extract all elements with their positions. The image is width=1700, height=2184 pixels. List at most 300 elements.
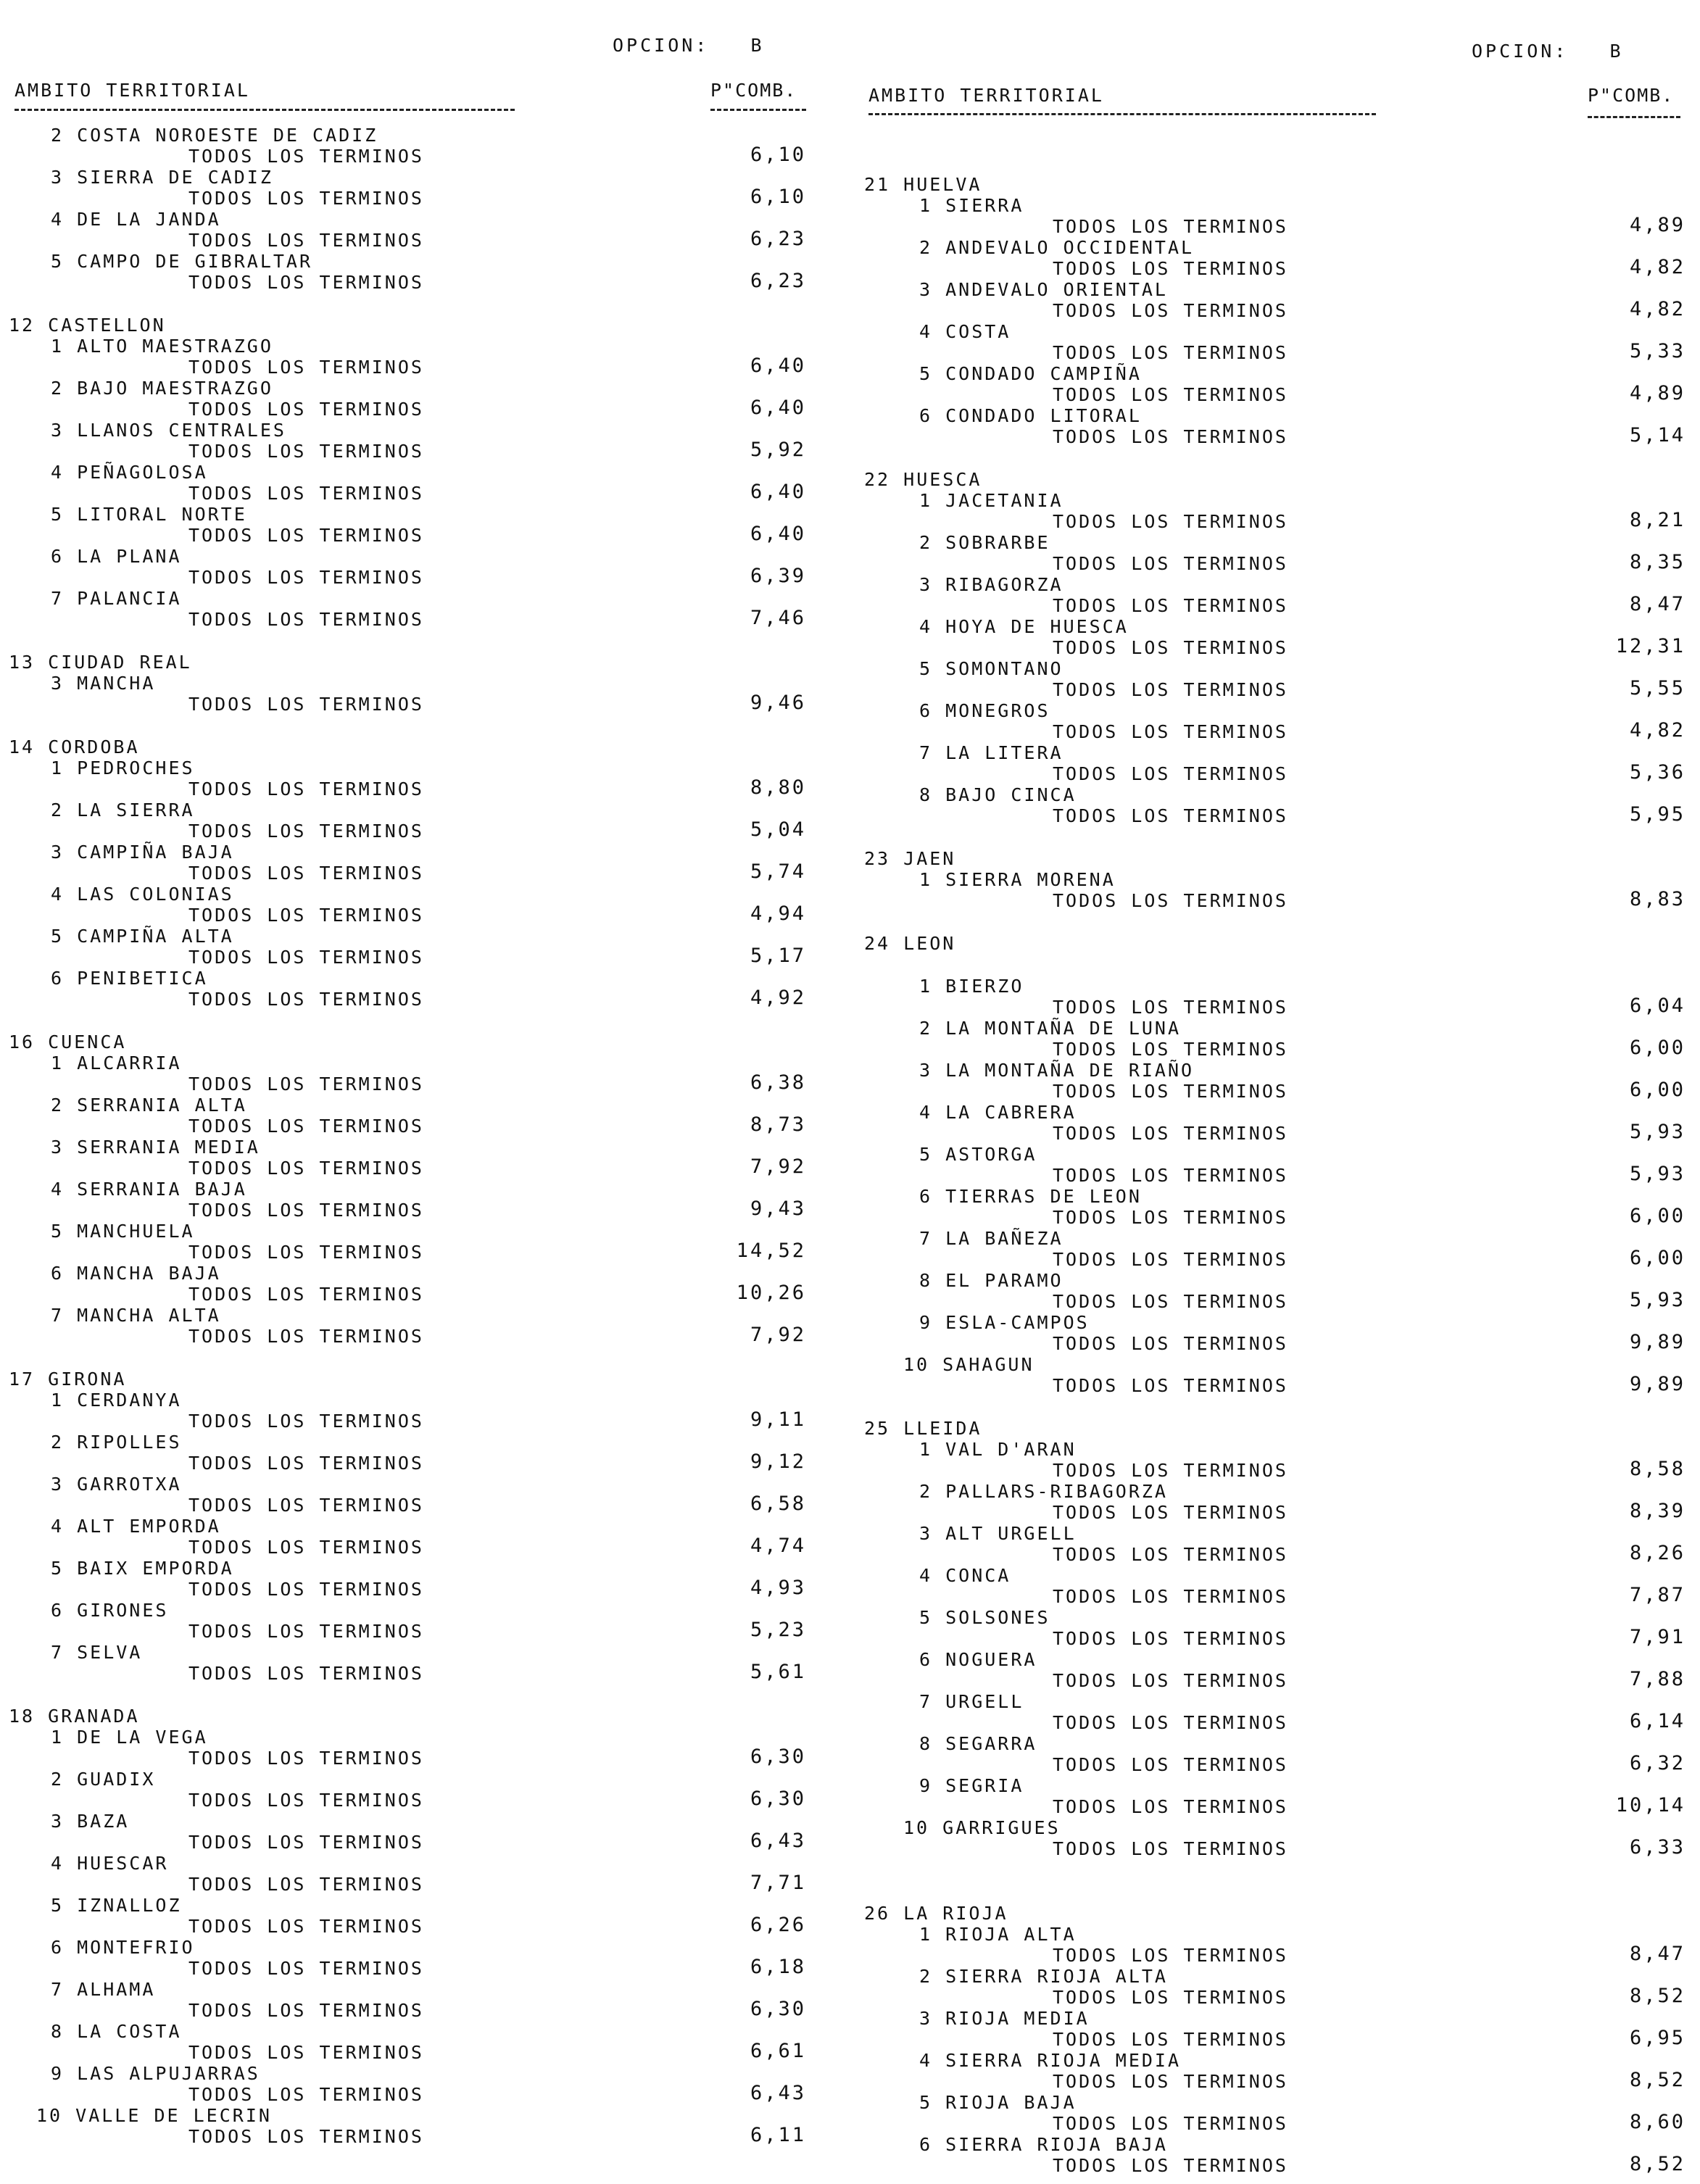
pcomb-value: 6,00 <box>1629 1205 1686 1227</box>
pcomb-value: 6,43 <box>750 1830 806 1852</box>
pcomb-value: 7,71 <box>750 1872 806 1894</box>
terms-row <box>855 1628 1700 1649</box>
terms-row <box>0 567 841 588</box>
zone-name: 2 LA SIERRA <box>51 800 195 821</box>
opcion-header <box>613 35 765 56</box>
pcomb-value: 8,73 <box>750 1113 806 1136</box>
pcomb-value: 9,89 <box>1629 1331 1686 1353</box>
pcomb-value: 5,95 <box>1629 803 1686 826</box>
pcomb-value: 8,47 <box>1629 593 1686 615</box>
zone-name: 3 RIOJA MEDIA <box>919 2008 1090 2029</box>
zone-row <box>0 588 841 609</box>
pcomb-value: 6,00 <box>1629 1079 1686 1101</box>
zone-name: 10 SAHAGUN <box>903 1354 1034 1375</box>
terms-label: TODOS LOS TERMINOS <box>188 609 424 630</box>
pcomb-value: 4,82 <box>1629 256 1686 278</box>
province-row <box>0 315 841 336</box>
terms-row <box>855 1249 1700 1270</box>
province-name: 23 JAEN <box>864 848 956 869</box>
terms-row <box>855 1945 1700 1966</box>
zone-row <box>855 784 1700 805</box>
terms-label: TODOS LOS TERMINOS <box>188 1958 424 1979</box>
pcomb-value: 8,39 <box>1629 1500 1686 1522</box>
pcomb-value: 5,14 <box>1629 424 1686 447</box>
pcomb-value: 5,92 <box>750 439 806 461</box>
zone-name: 1 CERDANYA <box>51 1390 182 1411</box>
terms-label: TODOS LOS TERMINOS <box>1053 1712 1288 1733</box>
terms-label: TODOS LOS TERMINOS <box>188 1621 424 1642</box>
terms-row <box>0 860 841 884</box>
zone-name: 7 MANCHA ALTA <box>51 1305 221 1326</box>
terms-row <box>0 1916 841 1937</box>
zone-row <box>0 378 841 399</box>
terms-label: TODOS LOS TERMINOS <box>1053 1333 1288 1354</box>
pcomb-value: 6,30 <box>750 1745 806 1768</box>
zone-name: 3 ALT URGELL <box>919 1523 1077 1544</box>
zone-row <box>0 504 841 525</box>
zone-row <box>0 968 841 989</box>
terms-row <box>855 2155 1700 2176</box>
spacer <box>855 1859 1700 1881</box>
pcomb-header: P"COMB. <box>1588 85 1675 106</box>
terms-row <box>0 1790 841 1811</box>
terms-label: TODOS LOS TERMINOS <box>188 1411 424 1432</box>
pcomb-value: 6,30 <box>750 1998 806 2020</box>
pcomb-value: 6,39 <box>750 565 806 587</box>
terms-label: TODOS LOS TERMINOS <box>188 1663 424 1684</box>
province-name: 17 GIRONA <box>9 1369 127 1390</box>
zone-name: 2 COSTA NOROESTE DE CADIZ <box>51 125 378 146</box>
terms-row <box>855 1754 1700 1775</box>
terms-label: TODOS LOS TERMINOS <box>188 1790 424 1811</box>
spacer <box>0 1684 841 1706</box>
zone-name: 1 SIERRA <box>919 195 1024 216</box>
terms-label: TODOS LOS TERMINOS <box>188 1832 424 1853</box>
zone-name: 4 PEÑAGOLOSA <box>51 462 208 483</box>
left-rows <box>0 125 841 2147</box>
terms-label: TODOS LOS TERMINOS <box>188 441 424 462</box>
pcomb-value: 6,43 <box>750 2082 806 2104</box>
terms-label: TODOS LOS TERMINOS <box>1053 1039 1288 1060</box>
terms-label: TODOS LOS TERMINOS <box>1053 1796 1288 1817</box>
terms-label: TODOS LOS TERMINOS <box>1053 1291 1288 1312</box>
opcion-value: B <box>750 35 765 56</box>
terms-label: TODOS LOS TERMINOS <box>188 357 424 378</box>
pcomb-value: 5,17 <box>750 944 806 967</box>
spacer <box>855 447 1700 469</box>
zone-name: 5 BAIX EMPORDA <box>51 1558 234 1579</box>
zone-row <box>0 1558 841 1579</box>
terms-label: TODOS LOS TERMINOS <box>188 1200 424 1221</box>
zone-row <box>855 1691 1700 1712</box>
terms-row <box>855 1712 1700 1733</box>
pcomb-value: 14,52 <box>736 1240 806 1262</box>
zone-name: 8 BAJO CINCA <box>919 784 1077 805</box>
pcomb-value: 6,11 <box>750 2124 806 2146</box>
terms-row <box>0 1155 841 1179</box>
zone-name: 1 JACETANIA <box>919 490 1063 511</box>
pcomb-value: 8,26 <box>1629 1542 1686 1564</box>
province-row <box>855 174 1700 195</box>
terms-row <box>855 1544 1700 1565</box>
ambito-header: AMBITO TERRITORIAL <box>868 85 1104 106</box>
terms-row <box>0 1113 841 1137</box>
pcomb-underline <box>710 109 806 111</box>
terms-label: TODOS LOS TERMINOS <box>188 989 424 1010</box>
zone-row <box>0 167 841 188</box>
zone-name: 7 LA BAÑEZA <box>919 1228 1063 1249</box>
zone-row <box>855 1649 1700 1670</box>
terms-row <box>0 1621 841 1642</box>
terms-row <box>855 216 1700 237</box>
terms-label: TODOS LOS TERMINOS <box>1053 1628 1288 1649</box>
terms-row <box>0 902 841 926</box>
pcomb-value: 5,93 <box>1629 1163 1686 1185</box>
terms-row <box>855 2071 1700 2092</box>
pcomb-value: 10,26 <box>736 1282 806 1304</box>
zone-row <box>855 1144 1700 1165</box>
terms-row <box>0 483 841 504</box>
zone-name: 2 SERRANIA ALTA <box>51 1095 247 1116</box>
zone-name: 2 SIERRA RIOJA ALTA <box>919 1966 1168 1987</box>
terms-row <box>0 1492 841 1516</box>
zone-name: 5 SOMONTANO <box>919 658 1063 679</box>
pcomb-value: 6,00 <box>1629 1037 1686 1059</box>
zone-row <box>855 1481 1700 1502</box>
zone-name: 2 PALLARS-RIBAGORZA <box>919 1481 1168 1502</box>
province-row <box>855 933 1700 954</box>
spacer <box>0 1010 841 1031</box>
zone-name: 6 LA PLANA <box>51 546 182 567</box>
pcomb-value: 5,55 <box>1629 677 1686 699</box>
terms-row <box>0 989 841 1010</box>
zone-name: 6 MONEGROS <box>919 700 1050 721</box>
terms-label: TODOS LOS TERMINOS <box>188 821 424 842</box>
opcion-label: OPCION: <box>613 35 710 56</box>
zone-name: 6 TIERRAS DE LEON <box>919 1186 1142 1207</box>
terms-label: TODOS LOS TERMINOS <box>1053 1502 1288 1523</box>
terms-row <box>0 396 841 420</box>
terms-row <box>855 2029 1700 2050</box>
terms-label: TODOS LOS TERMINOS <box>188 1495 424 1516</box>
terms-row <box>0 609 841 630</box>
zone-row <box>855 1924 1700 1945</box>
zone-name: 7 ALHAMA <box>51 1979 156 2000</box>
zone-name: 8 EL PARAMO <box>919 1270 1063 1291</box>
terms-row <box>0 2042 841 2063</box>
zone-name: 2 ANDEVALO OCCIDENTAL <box>919 237 1195 258</box>
zone-row <box>0 125 841 146</box>
zone-row <box>855 700 1700 721</box>
province-row <box>855 469 1700 490</box>
zone-row <box>0 1642 841 1663</box>
ambito-underline <box>868 113 1376 115</box>
pcomb-value: 6,40 <box>750 523 806 545</box>
terms-row <box>855 1333 1700 1354</box>
zone-name: 4 LA CABRERA <box>919 1102 1077 1123</box>
terms-label: TODOS LOS TERMINOS <box>188 778 424 800</box>
pcomb-value: 5,33 <box>1629 340 1686 362</box>
pcomb-value: 4,74 <box>750 1535 806 1557</box>
terms-row <box>855 384 1700 405</box>
terms-row <box>0 525 841 546</box>
spacer <box>0 630 841 652</box>
terms-label: TODOS LOS TERMINOS <box>1053 1123 1288 1144</box>
terms-label: TODOS LOS TERMINOS <box>1053 679 1288 700</box>
pcomb-value: 8,83 <box>1629 888 1686 910</box>
terms-row <box>855 763 1700 784</box>
province-row <box>0 652 841 673</box>
terms-label: TODOS LOS TERMINOS <box>1053 1754 1288 1775</box>
terms-row <box>855 1123 1700 1144</box>
zone-row <box>855 742 1700 763</box>
terms-row <box>855 426 1700 447</box>
zone-row <box>855 1523 1700 1544</box>
zone-row <box>855 1060 1700 1081</box>
zone-row <box>855 1775 1700 1796</box>
terms-label: TODOS LOS TERMINOS <box>1053 1165 1288 1186</box>
zone-name: 7 LA LITERA <box>919 742 1063 763</box>
terms-row <box>0 694 841 715</box>
zone-row <box>0 1305 841 1326</box>
terms-label: TODOS LOS TERMINOS <box>1053 637 1288 658</box>
pcomb-value: 6,04 <box>1629 995 1686 1017</box>
terms-row <box>0 2084 841 2105</box>
zone-name: 9 LAS ALPUJARRAS <box>51 2063 260 2084</box>
terms-label: TODOS LOS TERMINOS <box>188 188 424 209</box>
province-name: 12 CASTELLON <box>9 315 166 336</box>
terms-row <box>855 679 1700 700</box>
zone-row <box>855 2092 1700 2113</box>
zone-row <box>855 616 1700 637</box>
pcomb-underline <box>1588 116 1680 118</box>
zone-name: 5 CAMPIÑA ALTA <box>51 926 234 947</box>
pcomb-value: 8,52 <box>1629 1985 1686 2007</box>
zone-name: 5 LITORAL NORTE <box>51 504 247 525</box>
pcomb-value: 9,11 <box>750 1408 806 1431</box>
pcomb-header: P"COMB. <box>710 80 797 101</box>
pcomb-value: 6,38 <box>750 1071 806 1094</box>
zone-row <box>855 532 1700 553</box>
zone-row <box>0 673 841 694</box>
province-row <box>0 1031 841 1052</box>
terms-row <box>0 1242 841 1263</box>
pcomb-value: 7,87 <box>1629 1584 1686 1606</box>
zone-name: 7 SELVA <box>51 1642 143 1663</box>
zone-row <box>0 1432 841 1453</box>
pcomb-value: 6,23 <box>750 228 806 250</box>
terms-label: TODOS LOS TERMINOS <box>1053 342 1288 363</box>
terms-label: TODOS LOS TERMINOS <box>188 947 424 968</box>
province-row <box>855 1903 1700 1924</box>
zone-row <box>855 1102 1700 1123</box>
pcomb-value: 8,52 <box>1629 2153 1686 2175</box>
zone-name: 10 GARRIGUES <box>903 1817 1061 1838</box>
province-row <box>0 736 841 757</box>
terms-row <box>855 1460 1700 1481</box>
terms-label: TODOS LOS TERMINOS <box>188 230 424 251</box>
pcomb-value: 8,47 <box>1629 1943 1686 1965</box>
zone-row <box>0 1979 841 2000</box>
province-name: 26 LA RIOJA <box>864 1903 1008 1924</box>
zone-row <box>0 842 841 863</box>
zone-name: 1 ALCARRIA <box>51 1052 182 1074</box>
terms-label: TODOS LOS TERMINOS <box>1053 2029 1288 2050</box>
terms-label: TODOS LOS TERMINOS <box>188 567 424 588</box>
zone-name: 5 IZNALLOZ <box>51 1895 182 1916</box>
pcomb-value: 5,36 <box>1629 761 1686 784</box>
pcomb-value: 5,61 <box>750 1661 806 1683</box>
terms-row <box>855 1987 1700 2008</box>
zone-name: 5 ASTORGA <box>919 1144 1037 1165</box>
pcomb-value: 7,91 <box>1629 1626 1686 1648</box>
pcomb-value: 8,21 <box>1629 509 1686 531</box>
zone-row <box>855 1270 1700 1291</box>
zone-name: 3 MANCHA <box>51 673 156 694</box>
zone-name: 8 LA COSTA <box>51 2021 182 2042</box>
zone-name: 5 RIOJA BAJA <box>919 2092 1077 2113</box>
terms-label: TODOS LOS TERMINOS <box>1053 1375 1288 1396</box>
zone-row <box>855 2134 1700 2155</box>
pcomb-value: 8,35 <box>1629 551 1686 573</box>
terms-row <box>0 1874 841 1895</box>
zone-name: 4 CONCA <box>919 1565 1011 1586</box>
zone-row <box>855 1565 1700 1586</box>
pcomb-value: 6,26 <box>750 1914 806 1936</box>
zone-name: 3 LA MONTAÑA DE RIAÑO <box>919 1060 1195 1081</box>
terms-label: TODOS LOS TERMINOS <box>188 1116 424 1137</box>
pcomb-value: 4,93 <box>750 1577 806 1599</box>
pcomb-value: 4,82 <box>1629 719 1686 742</box>
zone-name: 2 SOBRARBE <box>919 532 1050 553</box>
zone-row <box>855 1607 1700 1628</box>
pcomb-value: 5,04 <box>750 818 806 841</box>
spacer <box>855 954 1700 976</box>
zone-name: 6 GIRONES <box>51 1600 169 1621</box>
terms-label: TODOS LOS TERMINOS <box>1053 1081 1288 1102</box>
zone-name: 3 GARROTXA <box>51 1474 182 1495</box>
terms-label: TODOS LOS TERMINOS <box>188 1158 424 1179</box>
zone-row <box>0 1853 841 1874</box>
zone-name: 4 SIERRA RIOJA MEDIA <box>919 2050 1182 2071</box>
terms-row <box>855 1670 1700 1691</box>
province-name: 21 HUELVA <box>864 174 982 195</box>
terms-label: TODOS LOS TERMINOS <box>188 1916 424 1937</box>
terms-label: TODOS LOS TERMINOS <box>1053 1987 1288 2008</box>
terms-label: TODOS LOS TERMINOS <box>1053 511 1288 532</box>
terms-label: TODOS LOS TERMINOS <box>1053 2155 1288 2176</box>
terms-row <box>0 1450 841 1474</box>
pcomb-value: 4,92 <box>750 987 806 1009</box>
pcomb-value: 6,00 <box>1629 1247 1686 1269</box>
terms-row <box>855 1586 1700 1607</box>
terms-row <box>855 511 1700 532</box>
pcomb-value: 6,23 <box>750 270 806 292</box>
zone-name: 4 HOYA DE HUESCA <box>919 616 1129 637</box>
terms-label: TODOS LOS TERMINOS <box>188 1579 424 1600</box>
zone-name: 3 CAMPIÑA BAJA <box>51 842 234 863</box>
zone-name: 5 CONDADO CAMPIÑA <box>919 363 1142 384</box>
zone-name: 2 GUADIX <box>51 1769 156 1790</box>
terms-row <box>0 354 841 378</box>
terms-row <box>0 1745 841 1769</box>
pcomb-value: 6,40 <box>750 481 806 503</box>
terms-label: TODOS LOS TERMINOS <box>1053 997 1288 1018</box>
zone-row <box>855 2008 1700 2029</box>
ambito-header: AMBITO TERRITORIAL <box>14 80 250 101</box>
terms-row <box>855 1291 1700 1312</box>
zone-name: 3 SERRANIA MEDIA <box>51 1137 260 1158</box>
spacer <box>0 1347 841 1369</box>
terms-row <box>855 595 1700 616</box>
terms-row <box>855 637 1700 658</box>
zone-name: 1 DE LA VEGA <box>51 1727 208 1748</box>
zone-row <box>855 279 1700 300</box>
terms-label: TODOS LOS TERMINOS <box>188 905 424 926</box>
zone-row <box>855 1817 1700 1838</box>
zone-name: 9 ESLA-CAMPOS <box>919 1312 1090 1333</box>
zone-row <box>855 1439 1700 1460</box>
zone-name: 4 LAS COLONIAS <box>51 884 234 905</box>
pcomb-value: 4,89 <box>1629 382 1686 404</box>
terms-label: TODOS LOS TERMINOS <box>1053 1460 1288 1481</box>
terms-label: TODOS LOS TERMINOS <box>1053 1544 1288 1565</box>
terms-label: TODOS LOS TERMINOS <box>1053 300 1288 321</box>
zone-row <box>855 1228 1700 1249</box>
terms-label: TODOS LOS TERMINOS <box>1053 763 1288 784</box>
terms-label: TODOS LOS TERMINOS <box>188 2084 424 2105</box>
terms-label: TODOS LOS TERMINOS <box>1053 1670 1288 1691</box>
zone-row <box>855 574 1700 595</box>
province-name: 18 GRANADA <box>9 1706 140 1727</box>
zone-row <box>0 2021 841 2042</box>
spacer <box>855 911 1700 933</box>
terms-label: TODOS LOS TERMINOS <box>1053 216 1288 237</box>
zone-name: 1 PEDROCHES <box>51 757 195 778</box>
terms-row <box>0 1579 841 1600</box>
terms-label: TODOS LOS TERMINOS <box>188 483 424 504</box>
zone-name: 10 VALLE DE LECRIN <box>36 2105 272 2126</box>
pcomb-value: 6,40 <box>750 396 806 419</box>
pcomb-value: 6,33 <box>1629 1836 1686 1859</box>
spacer <box>855 826 1700 848</box>
pcomb-value: 8,60 <box>1629 2111 1686 2133</box>
zone-row <box>0 2105 841 2126</box>
province-name: 22 HUESCA <box>864 469 982 490</box>
pcomb-value: 12,31 <box>1615 635 1686 657</box>
terms-row <box>0 1326 841 1347</box>
zone-row <box>0 1937 841 1958</box>
terms-row <box>855 890 1700 911</box>
zone-row <box>0 1811 841 1832</box>
zone-name: 1 ALTO MAESTRAZGO <box>51 336 273 357</box>
zone-row <box>855 1186 1700 1207</box>
terms-row <box>855 258 1700 279</box>
zone-row <box>0 251 841 272</box>
terms-row <box>855 1796 1700 1817</box>
pcomb-value: 5,93 <box>1629 1289 1686 1311</box>
terms-row <box>0 1284 841 1305</box>
terms-label: TODOS LOS TERMINOS <box>188 272 424 293</box>
pcomb-value: 4,82 <box>1629 298 1686 320</box>
zone-row <box>0 884 841 905</box>
province-name: 25 LLEIDA <box>864 1418 982 1439</box>
zone-name: 4 COSTA <box>919 321 1011 342</box>
province-name: 24 LEON <box>864 933 956 954</box>
terms-row <box>0 1071 841 1095</box>
zone-row <box>0 420 841 441</box>
zone-row <box>855 1312 1700 1333</box>
